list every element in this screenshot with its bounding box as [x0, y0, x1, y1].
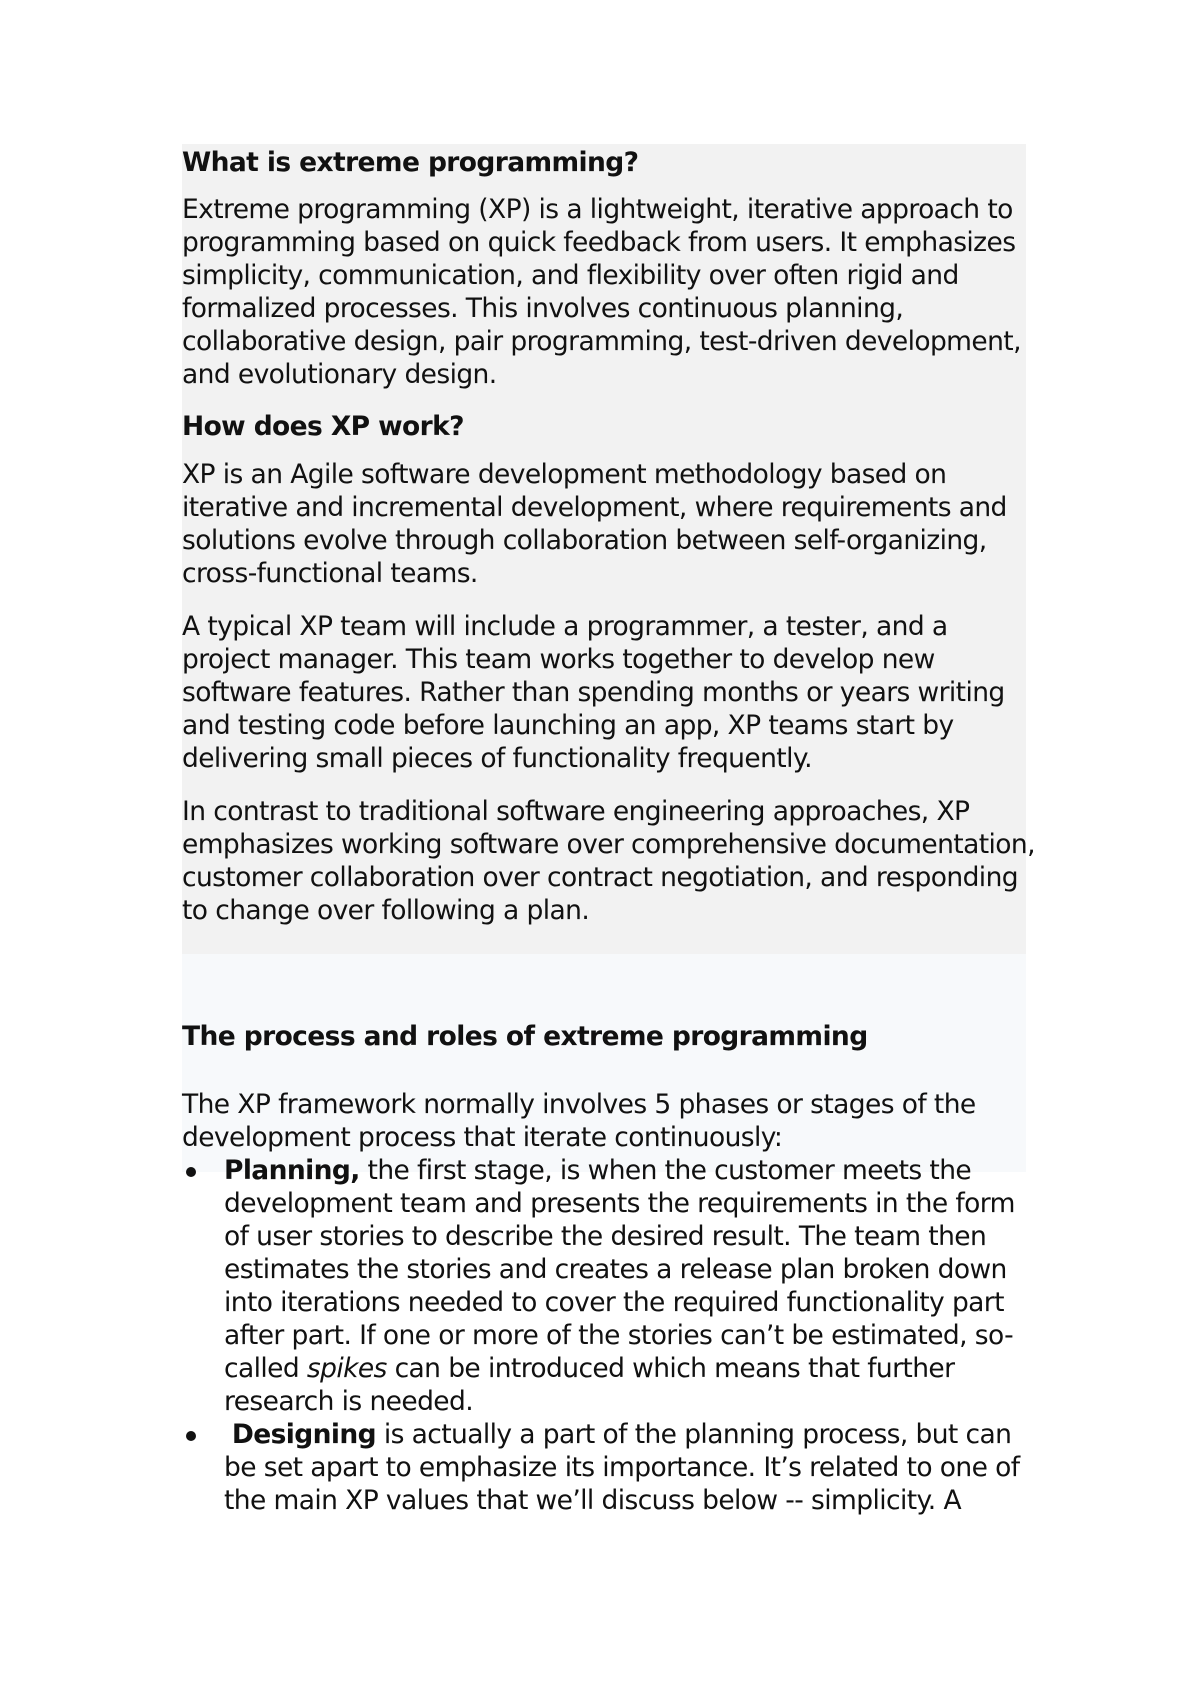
phase-text-planning: the first stage, is when the customer meets the development team and presents the requirements in the form of user stories to describe the desired result. The team then estimates the stories and creates a release plan broken down into iterations needed to cover the required functionality part after part. If one or more of the stories can’t be estimated, so-called: [224, 1155, 1015, 1384]
phases-list: [182, 1154, 1042, 1517]
paragraph-xp-team: A typical XP team will include a programmer, a tester, and a project manager. This team works together to develop new software features. Rather than spending months or years writing and testing code before launching an app, XP teams start by delivering small pieces of functionality frequently.: [182, 611, 1005, 774]
paragraph-xp-contrast: In contrast to traditional software engineering approaches, XP emphasizes working software over comprehensive documentation, customer collaboration over contract negotiation, and responding to change over following a plan.: [182, 796, 1035, 926]
paragraph-xp-definition: Extreme programming (XP) is a lightweight, iterative approach to programming based on quick feedback from users. It emphasizes simplicity, communication, and flexibility over often rigid and formalized processes. This involves continuous planning, collaborative design, pair programming, test-driven development, and evolutionary design.: [182, 194, 1021, 390]
phase-term-designing: Designing: [231, 1419, 377, 1450]
phase-text-planning-end: can be introduced which means that further research is needed.: [224, 1353, 955, 1417]
list-item-planning: [182, 1154, 1042, 1418]
heading-process-and-roles: The process and roles of extreme programming: [182, 1021, 868, 1052]
phase-text-designing: is actually a part of the planning process, but can be set apart to emphasize its importance. It’s related to one of the main XP values that we’ll discuss below -- simplicity. A: [224, 1419, 1020, 1516]
phase-term-planning: Planning,: [224, 1155, 360, 1186]
bullet-icon: [186, 1431, 196, 1441]
list-item-designing: [182, 1418, 1042, 1517]
heading-what-is-xp: What is extreme programming?: [182, 147, 639, 178]
document-body: [182, 144, 1042, 1517]
phase-emphasis-spikes: spikes: [306, 1353, 387, 1384]
paragraph-phases-intro: The XP framework normally involves 5 phases or stages of the development process that iterate continuously:: [182, 1089, 976, 1153]
bullet-icon: [186, 1167, 196, 1177]
heading-how-xp-works: How does XP work?: [182, 411, 464, 442]
paragraph-agile-methodology: XP is an Agile software development methodology based on iterative and incremental development, where requirements and solutions evolve through collaboration between self-organizing, cross-functional teams.: [182, 459, 1007, 589]
